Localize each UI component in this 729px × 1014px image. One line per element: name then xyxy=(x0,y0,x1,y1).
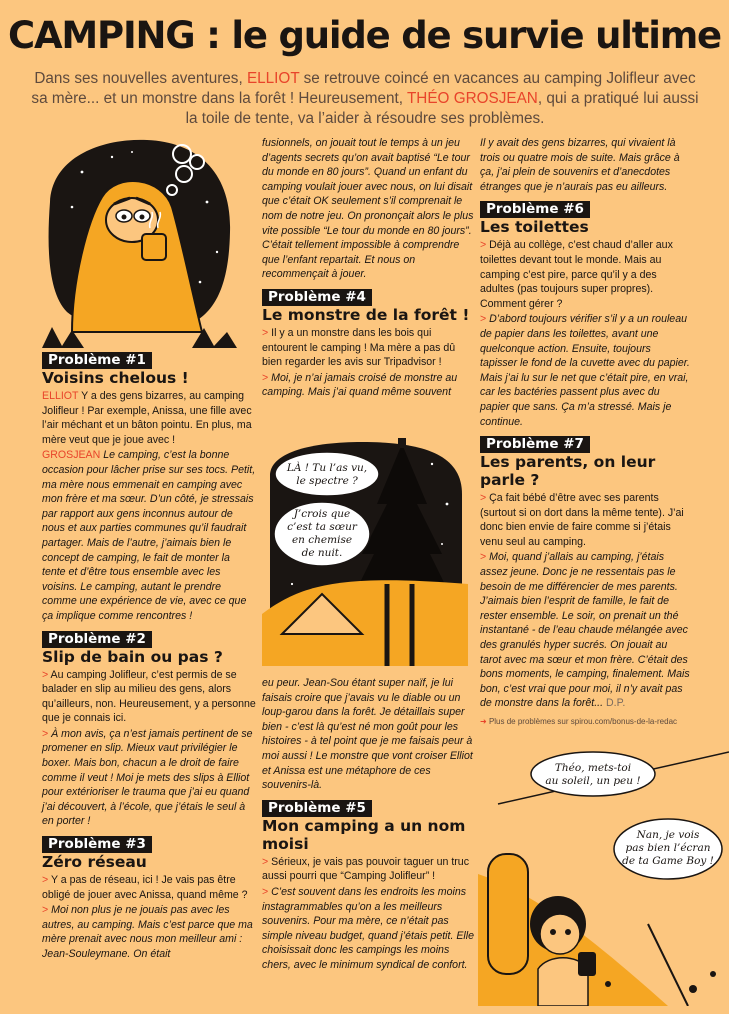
bubble-1-line-2: le spectre ? xyxy=(296,475,358,487)
bubble-2-line-2: c’est ta sœur xyxy=(287,521,357,533)
problem-7-tag: Problème #7 xyxy=(480,436,590,453)
intro-paragraph: Dans ses nouvelles aventures, ELLIOT se retrouve coincé en vacances au camping Jolifleur avec sa mère... et un monstre dans la forêt ! Heureusement, THÉO GROSJEAN, qui a pratiqué lui aussi la toile de tente, va l’aider à résoudre ses problèmes. xyxy=(31,70,699,127)
problem-7-question: > Ça fait bébé d’être avec ses parents (surtout si on dort dans la même tente). J’ai donc bien envie de faire comme si j’étais venu seul au camping. xyxy=(480,491,690,549)
page-title: CAMPING : le guide de survie ultime xyxy=(8,14,721,57)
column-2-top xyxy=(262,136,474,401)
bubble-2-line-4: de nuit. xyxy=(301,547,343,559)
problem-5-question: > Sérieux, je vais pas pouvoir taguer un truc aussi pourri que “Camping Jolifleur” ! xyxy=(262,855,474,884)
problem-6-title: Les toilettes xyxy=(480,218,589,237)
bubble-3-line-1: Théo, mets-toi xyxy=(554,762,632,774)
problem-3-title: Zéro réseau xyxy=(42,853,147,872)
problem-4-answer-cont: eu peur. Jean-Sou étant super naïf, je lui faisais croire que j’avais vu le diable ou un loup-garou dans la forêt. Je détaillais super bien - c’est là qu’est né mon goût pour les histoires - à tel point que je me faisais peur à moi aussi ! Le monstre que vont croiser Elliot et Anissa est une métaphore de ces souvenirs-là. xyxy=(262,677,473,792)
signature: D.P. xyxy=(606,697,626,710)
problem-6-answer: > D’abord toujours vérifier s’il y a un rouleau de papier dans les toilettes, avant une quelconque action. Ensuite, toujours tapisser le fond de la cuvette avec du papier. Mais j’ai lu sur le net que c’était pire, en vrai, car les bactéries passent plus avec du papier que sans. Ça m’a stressé. Mais je continue. xyxy=(480,312,690,429)
bubble-4-line-2: pas bien l’écran xyxy=(625,842,711,854)
problem-1-title: Voisins chelous ! xyxy=(42,369,189,387)
column-1 xyxy=(42,352,256,963)
problem-5-answer-cont: Il y avait des gens bizarres, qui vivaient là trois ou quatre mois de suite. Mais grâce à ça, j’ai plein de souvenirs et d’anecdotes étranges que je n’aurais pas eu ailleurs. xyxy=(480,137,680,193)
problem-5-answer: > C’est souvent dans les endroits les moins instagrammables qu’on a les meilleurs souvenirs. Pour ma mère, ce n’était pas simple niveau budget, quand j’étais petit. Elle choisissait donc les campings les moins chers, avec le minimum syndical de confort. xyxy=(262,885,474,973)
problem-6-question: > Déjà au collège, c’est chaud d’aller aux toilettes devant tout le monde. Mais au camping c’est pire, parce qu’il y a des adultes (pas toujours super propres). Comment gérer ? xyxy=(480,238,690,311)
problem-2-title: Slip de bain ou pas ? xyxy=(42,647,223,666)
problem-4-title: Le monstre de la forêt ! xyxy=(262,305,470,324)
problem-5-tag: Problème #5 xyxy=(262,800,372,817)
problem-4-question: > Il y a un monstre dans les bois qui entourent le camping ! Ma mère a pas dû bien regarder les avis sur Tripadvisor ! xyxy=(262,326,474,370)
problem-2-answer: > À mon avis, ça n’est jamais pertinent de se promener en slip. Mieux vaut privilégier le boxer. Mais bon, chacun a le droit de faire comme il veut ! Moi je mets des slips à Elliot pour extérioriser le trauma que j’ai eu quand j’ai découvert, à l’école, que j’étais le seul à en porter ! xyxy=(42,727,256,829)
problem-1-question: ELLIOT Y a des gens bizarres, au camping Jolifleur ! Par exemple, Anissa, une fille avec l’air méchant et un bâton pointu. En plus, ma mère veut que je joue avec ! xyxy=(42,390,252,446)
problem-2-tag: Problème #2 xyxy=(42,631,152,648)
problem-4-tag: Problème #4 xyxy=(262,289,372,306)
problem-2-question: > Au camping Jolifleur, c’est permis de se balader en slip au milieu des gens, alors qu’ailleurs, non. Heureusement, y a personne que je connais ici. xyxy=(42,668,256,726)
bubble-2-line-1: J’crois que xyxy=(293,508,351,520)
problem-4-answer: > Moi, je n’ai jamais croisé de monstre au camping. Mais j’ai quand même souvent xyxy=(262,371,474,400)
illustration-forest xyxy=(262,434,468,666)
bubble-2-line-3: en chemise xyxy=(291,534,353,546)
bubble-1-line-1: LÀ ! Tu l’as vu, xyxy=(286,462,368,474)
column-2-bottom xyxy=(262,676,474,974)
problem-6-tag: Problème #6 xyxy=(480,201,590,218)
more-problems-link[interactable]: ➜ Plus de problèmes sur spirou.com/bonus-de-la-redac xyxy=(480,715,690,730)
column-3 xyxy=(480,136,690,731)
bubble-4-line-3: de ta Game Boy ! xyxy=(622,855,714,867)
problem-7-answer: > Moi, quand j’allais au camping, j’étais assez jeune. Donc je ne ressentais pas le besoin de me différencier de mes parents. J’aimais bien l’esprit de famille, le fait de rester ensemble. Le soir, on prenait un thé instantané - de l’eau chaude mélangée avec des granulés hyper sucrés. On jouait au tarot avec ma sœur et mon frère. C’était des bons moments, le camping, finalement. Mais bon, c’est vrai que pour moi, il n’y avait pas de monstre dans la forêt... D.P. xyxy=(480,550,690,711)
illustration-elliot-blanket xyxy=(32,132,242,348)
bubble-4-line-1: Nan, je vois xyxy=(636,829,700,841)
problem-7-title: Les parents, on leur parle ? xyxy=(480,453,656,490)
problem-3-answer: > Moi non plus je ne jouais pas avec les autres, au camping. Mais c’est parce que ma mère prenait avec nous mon meilleur ami : Jean-Souleymane. On était xyxy=(42,903,256,961)
illustration-theo-gameboy xyxy=(478,744,729,1006)
problem-3-tag: Problème #3 xyxy=(42,836,152,853)
problem-5-title: Mon camping a un nom moisi xyxy=(262,816,466,853)
bubble-3-line-2: au soleil, un peu ! xyxy=(545,775,641,787)
problem-1-tag: Problème #1 xyxy=(42,352,152,369)
problem-1-answer: GROSJEAN Le camping, c’est la bonne occasion pour lâcher prise sur ses tocs. Petit, ma mère nous emmenait en camping avec mon frère et ma sœur. D’un côté, je stressais par rapport aux gens inconnus autour de nous et aux parties communes qu’il faudrait partager. Mais de l’autre, j’aimais bien le concept de camping, le fait de monter la tente et d’être tous ensemble avec les voisins. Le camping, autant le prendre comme une expérience de vie, avec ce que ça implique comme rencontres ! xyxy=(42,449,256,622)
problem-3-question: > Y a pas de réseau, ici ! Je vais pas être obligé de jouer avec Anissa, quand même ? xyxy=(42,873,256,902)
problem-1-answer-cont: fusionnels, on jouait tout le temps à un jeu d’agents secrets qu’on avait baptisé “Le tour du monde en 80 jours”. Quand un enfant du camping voulait jouer avec nous, on lui disait que c’était OK seulement s’il comprenait le nom de notre jeu. On prononçait alors le plus vite possible “Le tour du monde en 80 jours”. C’était tellement impossible à comprendre que l’enfant repartait. Et nous on recommençait à jouer. xyxy=(262,137,474,281)
